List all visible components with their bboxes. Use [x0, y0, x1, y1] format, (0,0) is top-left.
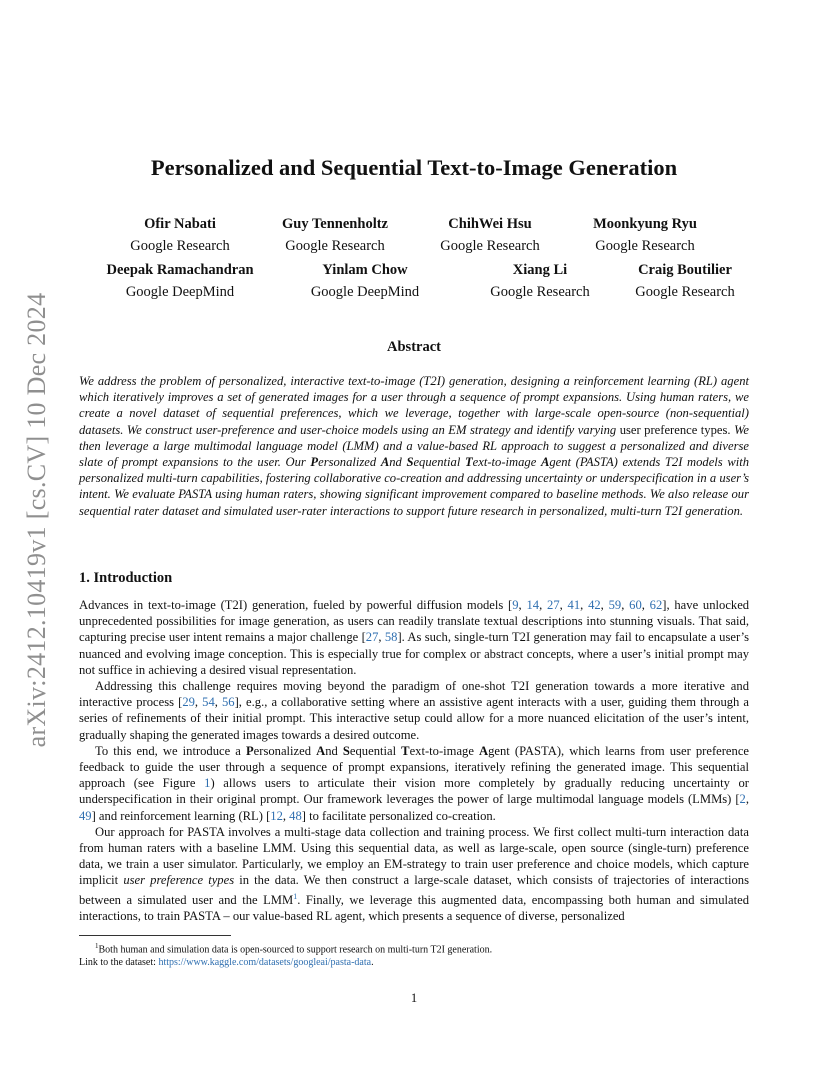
arxiv-identifier: arXiv:2412.10419v1 [cs.CV] 10 Dec 2024 — [22, 292, 51, 748]
citation-link[interactable]: 54 — [202, 695, 215, 710]
text-run: ], e.g., a collaborative setting where an assistive agent interacts with a user, guiding them through a series of refinements of their initial prompt. This interactive setup could allow for a more nuanced elicitation of the user’s intent, gradually shaping the generated images towards a desired outcome. — [79, 695, 750, 742]
footnote-marker-link[interactable]: 1 — [293, 891, 298, 901]
citation-link[interactable]: 27 — [365, 630, 379, 645]
author — [90, 259, 270, 303]
citation-link[interactable]: 14 — [526, 598, 540, 612]
acronym-rest: equential — [413, 455, 465, 470]
text-run: in the data. We then construct a large-scale dataset, which consists of trajectories of interactions between a simulated user and the LMM — [79, 873, 749, 907]
author-affiliation: Google Research — [490, 284, 590, 300]
citation-link[interactable]: 56 — [222, 695, 235, 710]
author-name: Ofir Nabati — [144, 216, 216, 232]
acronym-rest: ersonalized — [253, 743, 317, 758]
text-run: Our approach for PASTA involves a multi-stage data collection and training process. We first collect multi-turn interaction data from human raters with a baseline LMM. Using this sequential data, as well as large-scale, open source (single-turn) preference data, we train a user simulator. Particularly, we employ an EM-strategy to train user preference and choice models, which capture implicit — [79, 824, 749, 888]
author-name: Guy Tennenholtz — [282, 216, 388, 232]
text-run: (PASTA), which learns from user preference feedback to guide the user through a sequence of prompt expansions, iteratively refining the generated image. This sequential approach (see Figure — [79, 743, 749, 791]
text-run: . Finally, we leverage this augmented data, encompassing both human and simulated interactions, to train PASTA – our value-based RL agent, which presents a sequence of diverse, personalized — [79, 892, 749, 924]
author-name: Craig Boutilier — [638, 262, 732, 278]
footnote-mark: 1 — [95, 942, 99, 950]
citation-link[interactable]: 62 — [649, 598, 663, 612]
acronym-initial: T — [401, 743, 410, 758]
text-run: ] and reinforcement learning (RL) [ — [91, 808, 271, 823]
author-name: ChihWei Hsu — [448, 216, 532, 232]
citation-link[interactable]: 29 — [182, 695, 195, 710]
text-run: ]. As such, single-turn T2I generation may fail to encapsulate a user’s nuanced and evolving image conception. This is especially true for complex or abstract concepts, where a user’s initial prompt may not suffice in achieving a desired visual representation. — [79, 630, 749, 677]
citation-link[interactable]: 59 — [608, 598, 622, 612]
acronym-initial: T — [464, 455, 473, 470]
paragraph — [79, 743, 749, 824]
citation-link[interactable]: 42 — [588, 598, 601, 612]
text-run: To this end, we introduce a — [95, 743, 246, 758]
acronym-rest: equential — [349, 743, 402, 758]
paragraph — [79, 824, 749, 924]
text-run: Advances in text-to-image (T2I) generation, fueled by powerful diffusion models [ — [79, 598, 513, 612]
paragraph — [79, 597, 749, 678]
citation-link[interactable]: 58 — [384, 630, 398, 645]
author-affiliation: Google Research — [285, 238, 385, 254]
page-number: 1 — [410, 991, 418, 1005]
citation-link[interactable]: 12 — [270, 808, 283, 823]
abstract-part: We then leverage a large multimodal language model (LMM) and a value-based RL approach to suggest a personalized and diverse slate of prompt expansions to the user. Our — [79, 422, 749, 470]
footnote-text — [79, 956, 749, 969]
acronym-initial: P — [310, 455, 319, 470]
text-run: ) allows users to articulate their vision more completely by gradually reducing uncertainty or underspecification in their original prompt. Our framework leverages the power of large multimodal language models (LMMs) [ — [79, 776, 749, 807]
citation-list: 27, 58 — [365, 630, 398, 645]
citation-list: 29, 54, 56 — [182, 695, 235, 710]
section-heading: 1. Introduction — [79, 570, 173, 586]
footnote-divider — [79, 935, 231, 936]
acronym-initial: A — [540, 455, 550, 470]
acronym-rest: ext-to-image — [472, 455, 541, 470]
author — [620, 259, 750, 303]
acronym-initial: A — [479, 743, 489, 758]
acronym-initial: P — [245, 743, 254, 758]
emphasis: user preference types — [123, 873, 235, 888]
acronym-initial: A — [316, 743, 326, 758]
author-row-2 — [90, 259, 750, 303]
author — [270, 213, 400, 257]
text-run: ], have unlocked unprecedented possibilities for image generation, as users can readily translate textual descriptions into stunning visuals. That said, capturing precise user intent remains a major challenge [ — [79, 598, 750, 645]
abstract-part: user preference types. — [619, 422, 731, 437]
acronym-rest: nd — [325, 743, 343, 758]
footnote-text — [79, 940, 749, 956]
paper-title: Personalized and Sequential Text-to-Image Generation — [150, 155, 678, 180]
author-name: Yinlam Chow — [322, 262, 408, 278]
footnote — [79, 940, 749, 969]
author-affiliation: Google Research — [440, 238, 540, 254]
citation-link[interactable]: 27 — [547, 598, 560, 612]
citation-link[interactable]: 2 — [739, 792, 746, 807]
abstract-heading: Abstract — [387, 339, 441, 355]
author — [400, 213, 580, 257]
citation-link[interactable]: 60 — [629, 598, 642, 612]
author-affiliation: Google DeepMind — [310, 284, 420, 300]
dataset-link[interactable]: https://www.kaggle.com/datasets/googleai/pasta-data — [158, 957, 372, 969]
citation-link[interactable]: 48 — [289, 808, 302, 823]
acronym-initial: S — [406, 455, 414, 470]
author — [460, 259, 620, 303]
text-run: . — [371, 957, 374, 969]
paragraph — [79, 678, 749, 743]
acronym-rest: nd — [389, 455, 407, 470]
acronym-rest: gent — [549, 455, 572, 470]
citation-list: 12, 48 — [270, 808, 302, 823]
acronym-initial: S — [342, 743, 350, 758]
author-affiliation: Google Research — [595, 238, 695, 254]
acronym-rest: ext-to-image — [409, 743, 480, 758]
citation-list: 9, 14, 27, 41, 42, 59, 60, 62 — [512, 598, 663, 612]
abstract-part: We address the problem of personalized, interactive text-to-image (T2I) generation, designing a reinforcement learning (RL) agent which iteratively improves a set of generated images for a user through a sequence of prompt expansions. Using human raters, we create a novel dataset of sequential preferences, which we leverage, together with large-scale open-source (non-sequential) datasets. We construct user-preference and user-choice models using an EM strategy and identify varying — [79, 374, 749, 437]
author-name: Xiang Li — [512, 262, 568, 278]
author — [580, 213, 710, 257]
citation-link[interactable]: 49 — [79, 808, 92, 823]
section-body — [79, 597, 749, 924]
author-row-1 — [90, 213, 750, 257]
citation-list: 2, 49 — [79, 792, 749, 823]
author-affiliation: Google Research — [635, 284, 735, 300]
author-affiliation: Google DeepMind — [125, 284, 235, 300]
acronym-rest: ersonalized — [318, 455, 381, 470]
author-affiliation: Google Research — [130, 238, 230, 254]
text-run: Both human and simulation data is open-sourced to support research on multi-turn T2I generation. — [98, 944, 493, 956]
author-name: Deepak Ramachandran — [106, 262, 254, 278]
author-name: Moonkyung Ryu — [593, 216, 697, 232]
citation-link[interactable]: 41 — [567, 598, 581, 612]
author — [270, 259, 460, 303]
author — [90, 213, 270, 257]
acronym-rest: gent — [488, 743, 510, 758]
text-run: Addressing this challenge requires moving beyond the paradigm of one-shot T2I generation towards a more iterative and interactive process [ — [79, 679, 749, 710]
figure-reference-link[interactable]: 1 — [204, 776, 211, 791]
abstract-text — [79, 373, 749, 519]
citation-link[interactable]: 9 — [512, 598, 519, 612]
acronym-initial: A — [380, 455, 390, 470]
abstract-part: (PASTA) extends T2I models with personalized multi-turn capabilities, fostering collaborative co-creation and addressing uncertainty or underspecification in a user’s intent. We evaluate PASTA using human raters, showing significant improvement compared to baseline methods. We also release our sequential rater dataset and simulated user-rater interactions to support future research in personalized, multi-turn T2I generation. — [79, 455, 750, 518]
text-run: ] to facilitate personalized co-creation. — [301, 808, 496, 823]
text-run: Link to the dataset: — [79, 957, 159, 969]
